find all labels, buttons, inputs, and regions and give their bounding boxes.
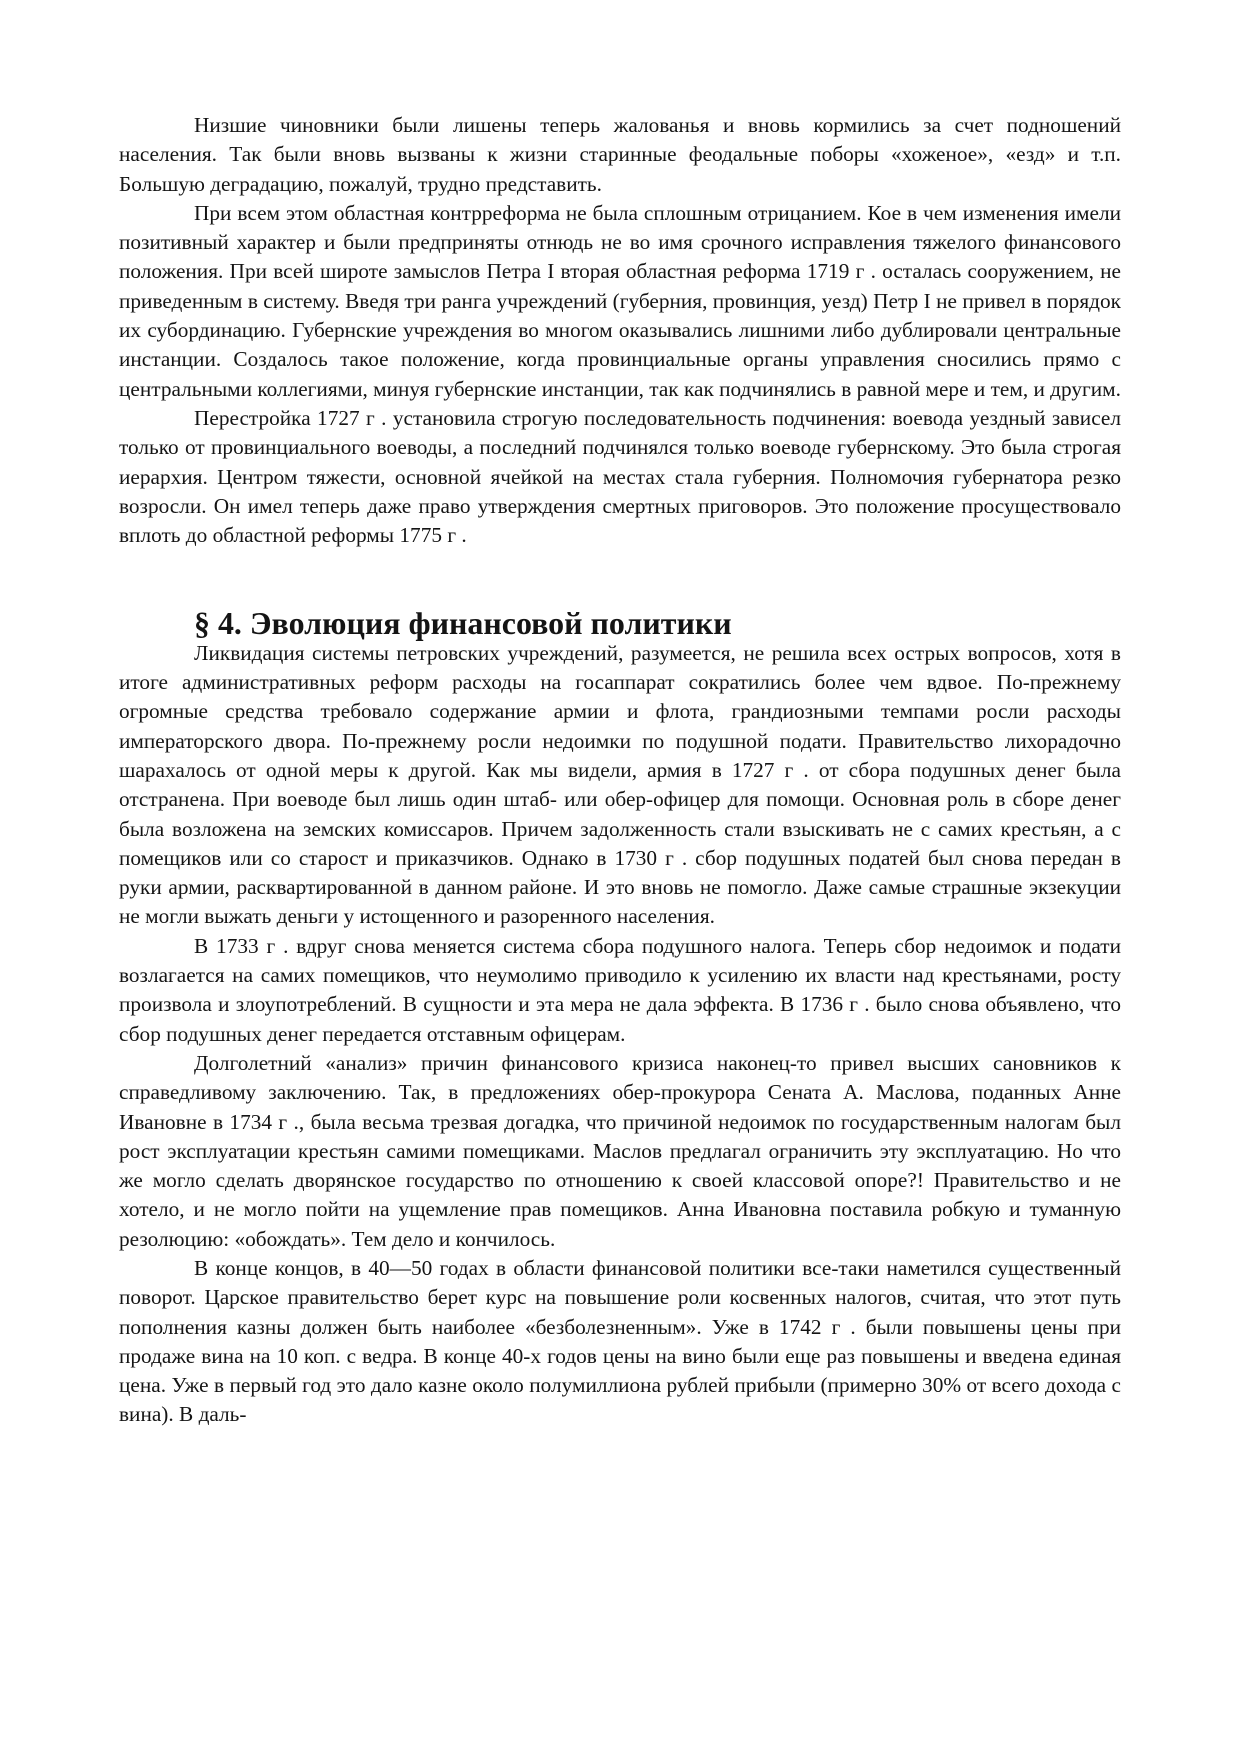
document-page (119, 111, 1121, 1430)
paragraph-restructuring-1727: Перестройка 1727 г . установила строгую последовательность подчинения: воевода уездный зависел только от провинциального воеводы, а последний подчинялся только воеводе губернскому. Это была строгая иерархия. Центром тяжести, основной ячейкой на местах стала губерния. Полномочия губернатора резко возросли. Он имел теперь даже право утверждения смертных приговоров. Это положение просуществовало вплоть до областной реформы 1775 г . (119, 405, 1121, 548)
paragraph-analysis: Долголетний «анализ» причин финансового кризиса наконец-то привел высших сановников к справедливому заключению. Так, в предложениях обер-прокурора Сената А. Маслова, поданных Анне Ивановне в 1734 г ., была весьма трезвая догадка, что причиной недоимок по государственным налогам был рост эксплуатации крестьян самими помещиками. Маслов предлагал ограничить эту эксплуатацию. Но что же могло сделать дворянское государство по отношению к своей классовой опоре?! Правительство и не хотело, и не могло пойти на ущемление прав помещиков. Анна Ивановна поставила робкую и туманную резолюцию: «обождать». Тем дело и кончилось. (119, 1050, 1121, 1251)
section-title: § 4. Эволюция финансовой политики (194, 606, 732, 642)
paragraph-1733: В 1733 г . вдруг снова меняется система сбора подушного налога. Теперь сбор недоимок и подати возлагается на самих помещиков, что неумолимо приводило к усилению их власти над крестьянами, росту произвола и злоупотреблений. В сущности и эта мера не дала эффекта. В 1736 г . было снова объявлено, что сбор подушных денег передается отставным офицерам. (119, 933, 1121, 1046)
section-spacer (119, 550, 1121, 609)
paragraph-regional-reform: При всем этом областная контрреформа не была сплошным отрицанием. Кое в чем изменения имели позитивный характер и были предприняты отнюдь не во имя срочного исправления тяжелого финансового положения. При всей широте замыслов Петра I вторая областная реформа 1719 г . осталась сооружением, не приведенным в систему. Введя три ранга учреждений (губерния, провинция, уезд) Петр I не привел в порядок их субординацию. Губернские учреждения во многом оказывались лишними либо дублировали центральные инстанции. Создалось такое положение, когда провинциальные органы управления сносились прямо с центральными коллегиями, минуя губернские инстанции, так как подчинялись в равной мере и тем, и другим. (119, 200, 1121, 401)
paragraph-liquidation: Ликвидация системы петровских учреждений, разумеется, не решила всех острых вопросов, хотя в итоге административных реформ расходы на госаппарат сократились более чем вдвое. По-прежнему огромные средства требовало содержание армии и флота, грандиозными темпами росли расходы императорского двора. По-прежнему росли недоимки по подушной подати. Правительство лихорадочно шарахалось от одной меры к другой. Как мы видели, армия в 1727 г . от сбора подушных денег была отстранена. При воеводе был лишь один штаб- или обер-офицер для помощи. Основная роль в сборе денег была возложена на земских комиссаров. Причем задолженность стали взыскивать не с самих крестьян, а с помещиков или со старост и приказчиков. Однако в 1730 г . сбор подушных податей был снова передан в руки армии, расквартированной в данном районе. И это вновь не помогло. Даже самые страшные экзекуции не могли выжать деньги у истощенного и разоренного населения. (119, 640, 1121, 929)
paragraph-officials: Низшие чиновники были лишены теперь жалованья и вновь кормились за счет подношений населения. Так были вновь вызваны к жизни старинные феодальные поборы «хоженое», «езд» и т.п. Большую деградацию, пожалуй, трудно представить. (119, 113, 1121, 196)
paragraph-indirect-taxes: В конце концов, в 40—50 годах в области финансовой политики все-таки наметился существенный поворот. Царское правительство берет курс на повышение роли косвенных налогов, считая, что этот путь пополнения казны должен быть наиболее «безболезненным». Уже в 1742 г . были повышены цены при продаже вина на 10 коп. с ведра. В конце 40-х годов цены на вино были еще раз повышены и введена единая цена. Уже в первый год это дало казне около полумиллиона рублей прибыли (примерно 30% от всего дохода с вина). В даль- (119, 1255, 1121, 1427)
